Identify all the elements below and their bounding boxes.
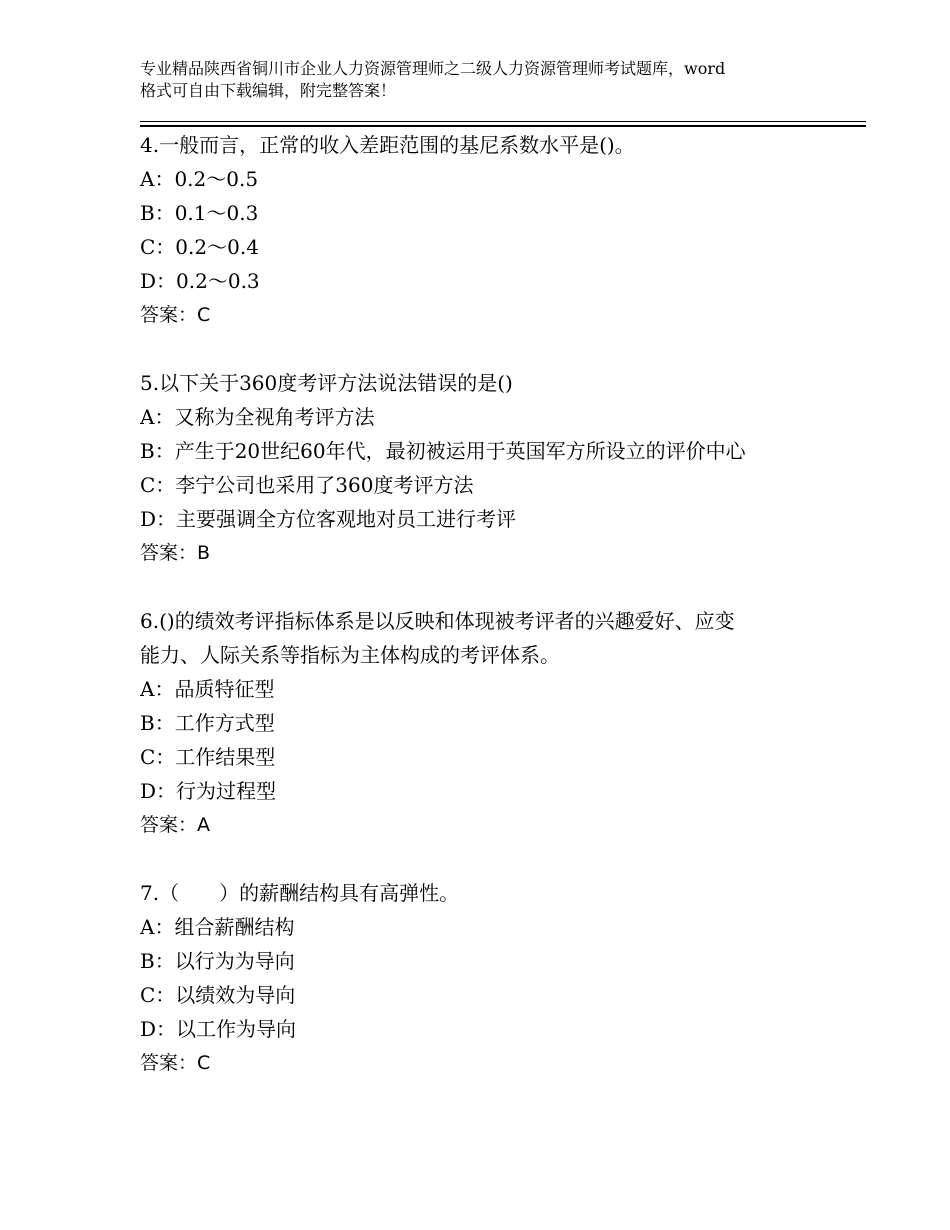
option-d: D：行为过程型 — [140, 779, 277, 803]
option-d: D：主要强调全方位客观地对员工进行考评 — [140, 507, 517, 531]
header-divider-thick — [140, 125, 866, 127]
option-c: C：工作结果型 — [140, 745, 276, 769]
option-b: B：以行为为导向 — [140, 949, 295, 973]
option-c: C：0.2～0.4 — [140, 235, 259, 259]
option-a: A：组合薪酬结构 — [140, 915, 295, 939]
question-stem: 4.一般而言，正常的收入差距范围的基尼系数水平是()。 — [140, 133, 635, 157]
header-divider-thin — [140, 121, 866, 122]
question-stem-line-2: 能力、人际关系等指标为主体构成的考评体系。 — [140, 643, 560, 667]
question-stem: 7.（ ）的薪酬结构具有高弹性。 — [140, 881, 460, 905]
header-line-1: 专业精品陕西省铜川市企业人力资源管理师之二级人力资源管理师考试题库，word — [140, 59, 726, 78]
answer-label: 答案：C — [140, 304, 211, 326]
question-stem: 5.以下关于360度考评方法说法错误的是() — [140, 371, 513, 395]
option-a: A：又称为全视角考评方法 — [140, 405, 375, 429]
question-6 — [140, 604, 866, 842]
answer-label: 答案：C — [140, 1052, 211, 1074]
option-b: B：0.1～0.3 — [140, 201, 259, 225]
question-list — [140, 128, 866, 1114]
option-d: D：以工作为导向 — [140, 1017, 297, 1041]
question-7 — [140, 876, 866, 1080]
option-c: C：以绩效为导向 — [140, 983, 296, 1007]
option-d: D：0.2～0.3 — [140, 269, 260, 293]
question-4 — [140, 128, 866, 332]
answer-label: 答案：A — [140, 814, 210, 836]
option-c: C：李宁公司也采用了360度考评方法 — [140, 473, 474, 497]
option-b: B：产生于20世纪60年代，最初被运用于英国军方所设立的评价中心 — [140, 439, 746, 463]
header-line-2: 格式可自由下载编辑，附完整答案！ — [140, 81, 397, 100]
option-a: A：品质特征型 — [140, 677, 275, 701]
question-stem-line-1: 6.()的绩效考评指标体系是以反映和体现被考评者的兴趣爱好、应变 — [140, 609, 735, 633]
question-5 — [140, 366, 866, 570]
option-b: B：工作方式型 — [140, 711, 275, 735]
answer-label: 答案：B — [140, 542, 211, 564]
document-header — [140, 58, 840, 102]
option-a: A：0.2～0.5 — [140, 167, 259, 191]
